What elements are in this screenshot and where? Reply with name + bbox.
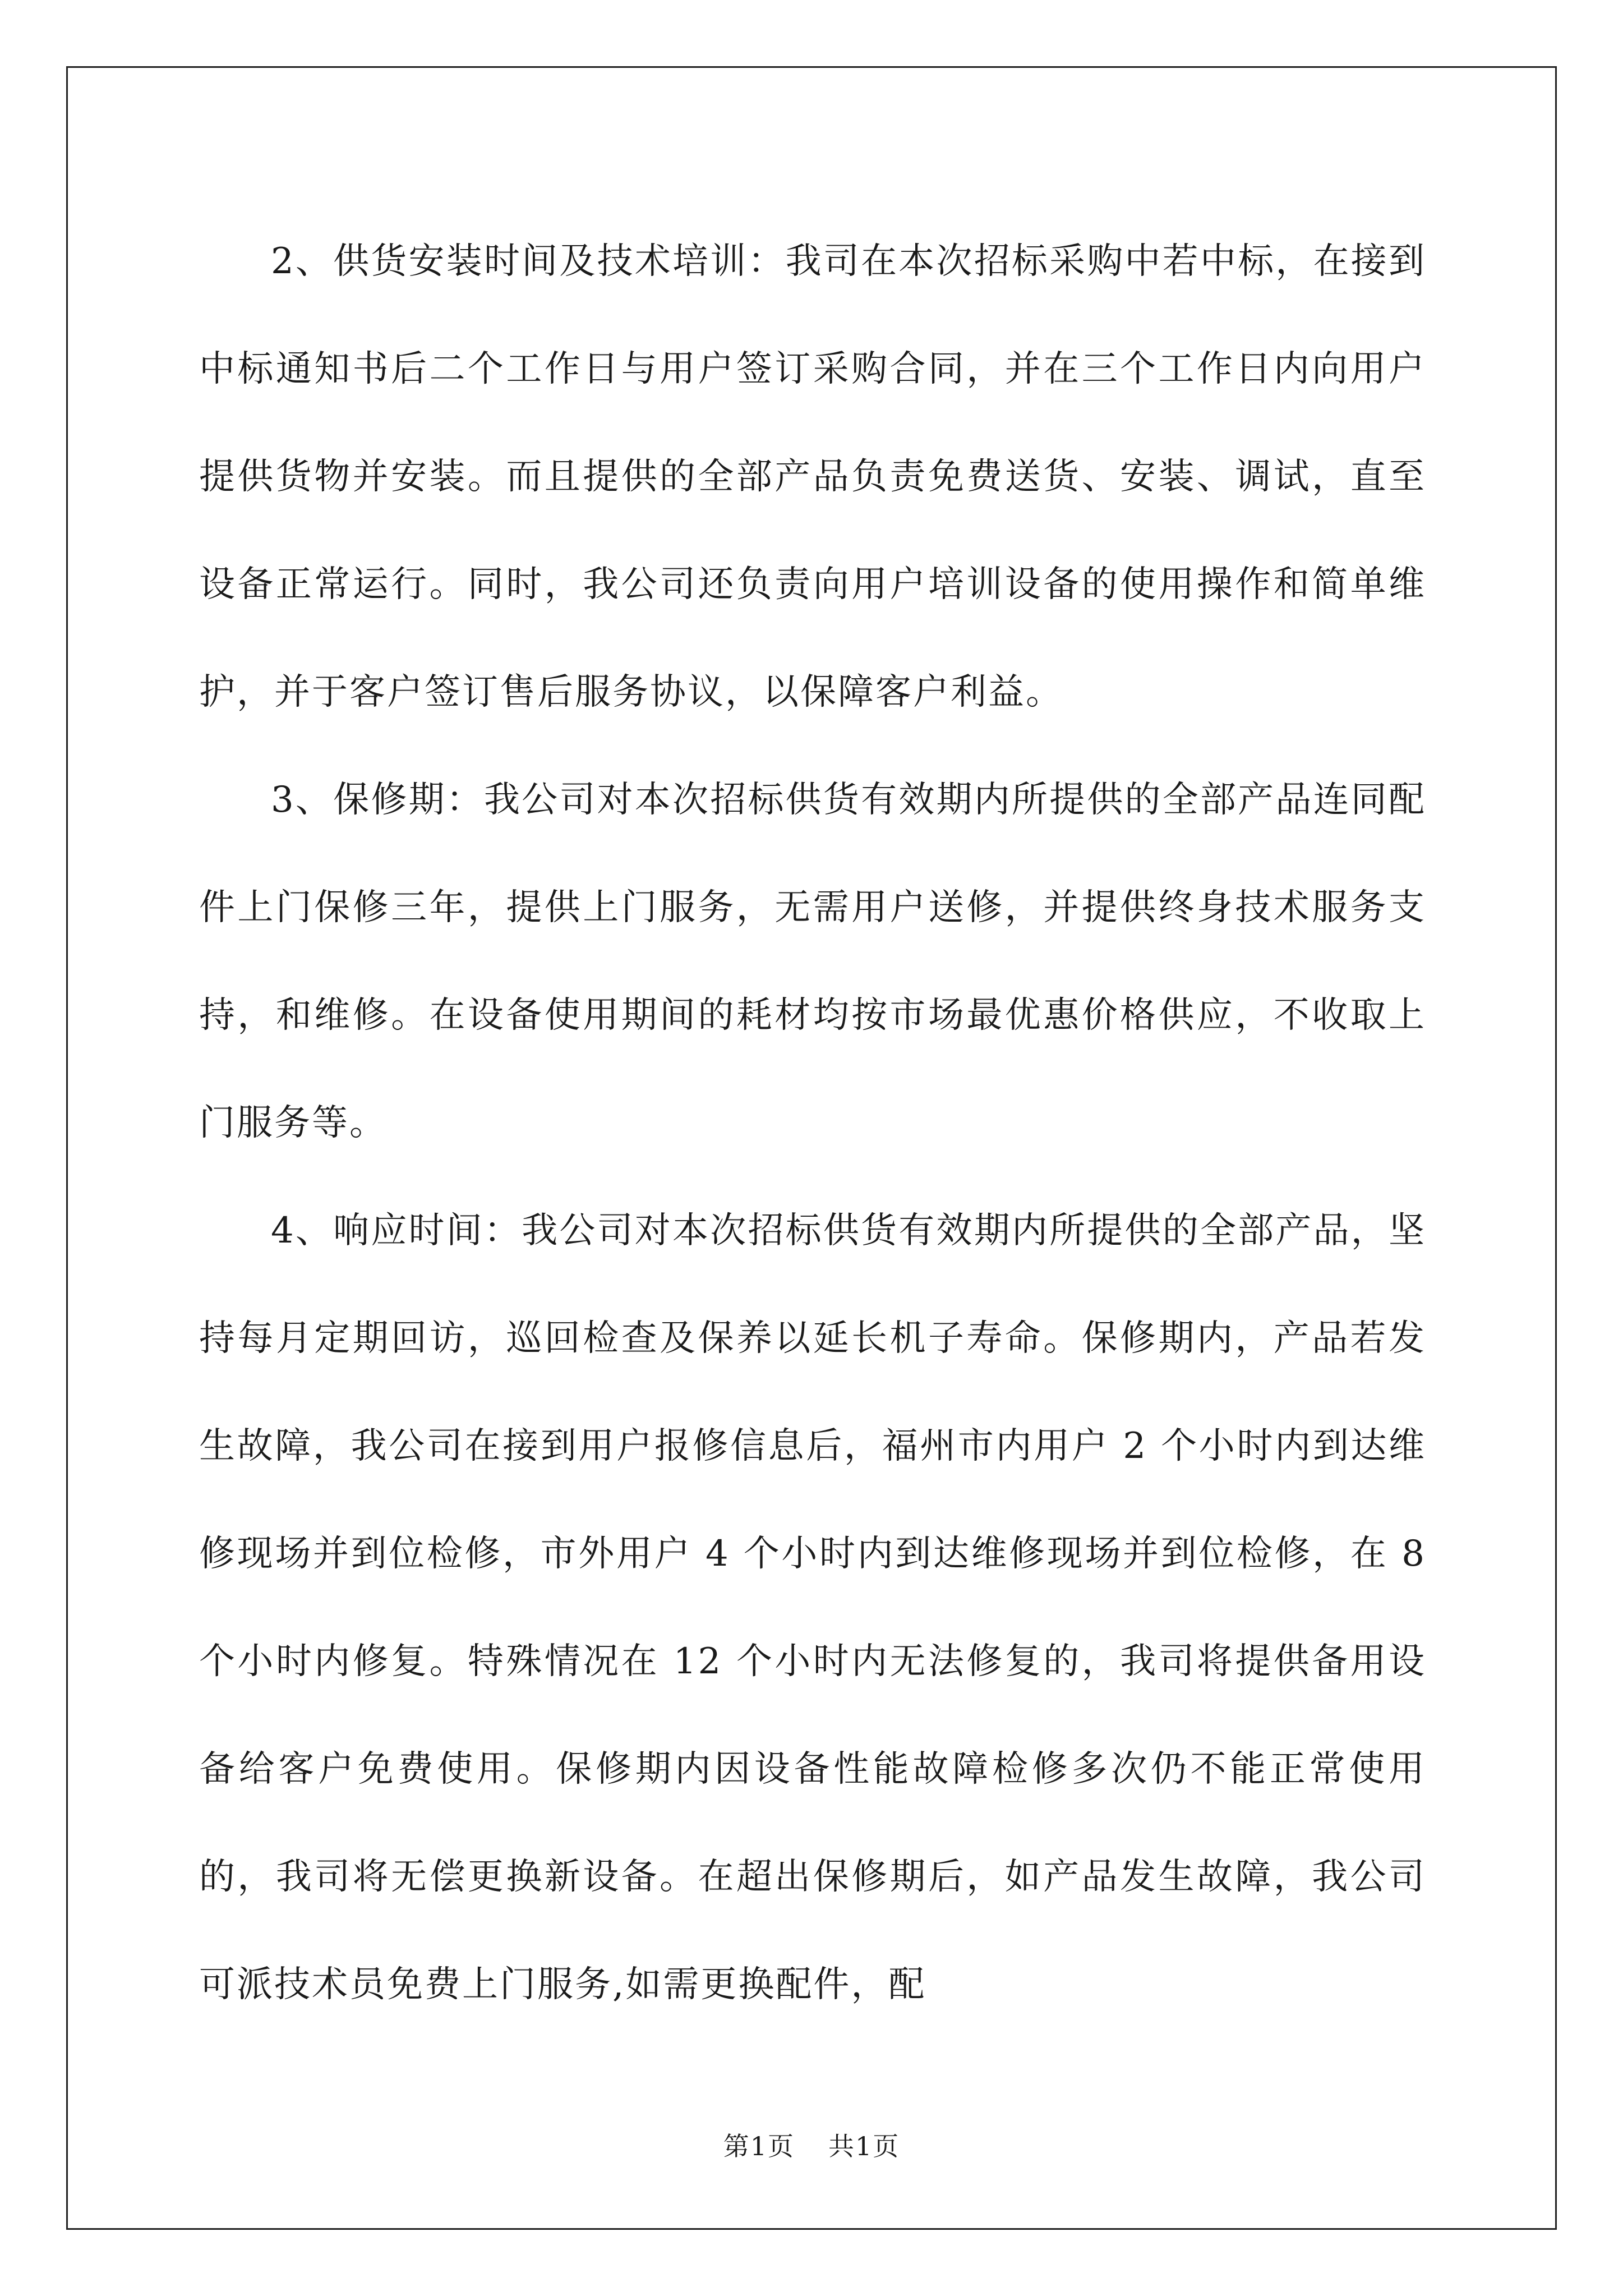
- page-number-current: 第1页: [723, 2131, 795, 2161]
- paragraph-response-time: 4、响应时间：我公司对本次招标供货有效期内所提供的全部产品，坚持每月定期回访，巡回检查及保养以延长机子寿命。保修期内，产品若发生故障，我公司在接到用户报修信息后，福州市内用户 2 个小时内到达维修现场并到位检修，市外用户 4 个小时内到达维修现场并到位检修，在 8 个小时内修复。特殊情况在 12 个小时内无法修复的，我司将提供备用设备给客户免费使用。保修期内因设备性能故障检修多次仍不能正常使用的，我司将无偿更换新设备。在超出保修期后，如产品发生故障，我公司可派技术员免费上门服务,如需更换配件，配: [199, 1210, 1426, 2005]
- document-body: [199, 208, 1426, 2039]
- paragraph-warranty-period: 3、保修期：我公司对本次招标供货有效期内所提供的全部产品连同配件上门保修三年，提供上门服务，无需用户送修，并提供终身技术服务支持，和维修。在设备使用期间的耗材均按市场最优惠价格供应，不收取上门服务等。: [199, 779, 1426, 1144]
- paragraph-supply-installation: 2、供货安装时间及技术培训：我司在本次招标采购中若中标，在接到中标通知书后二个工作日与用户签订采购合同，并在三个工作日内向用户提供货物并安装。而且提供的全部产品负责免费送货、安装、调试，直至设备正常运行。同时，我公司还负责向用户培训设备的使用操作和简单维护，并于客户签订售后服务协议，以保障客户利益。: [199, 241, 1426, 713]
- page-number-total: 共1页: [828, 2131, 900, 2161]
- page-footer: [0, 2126, 1623, 2163]
